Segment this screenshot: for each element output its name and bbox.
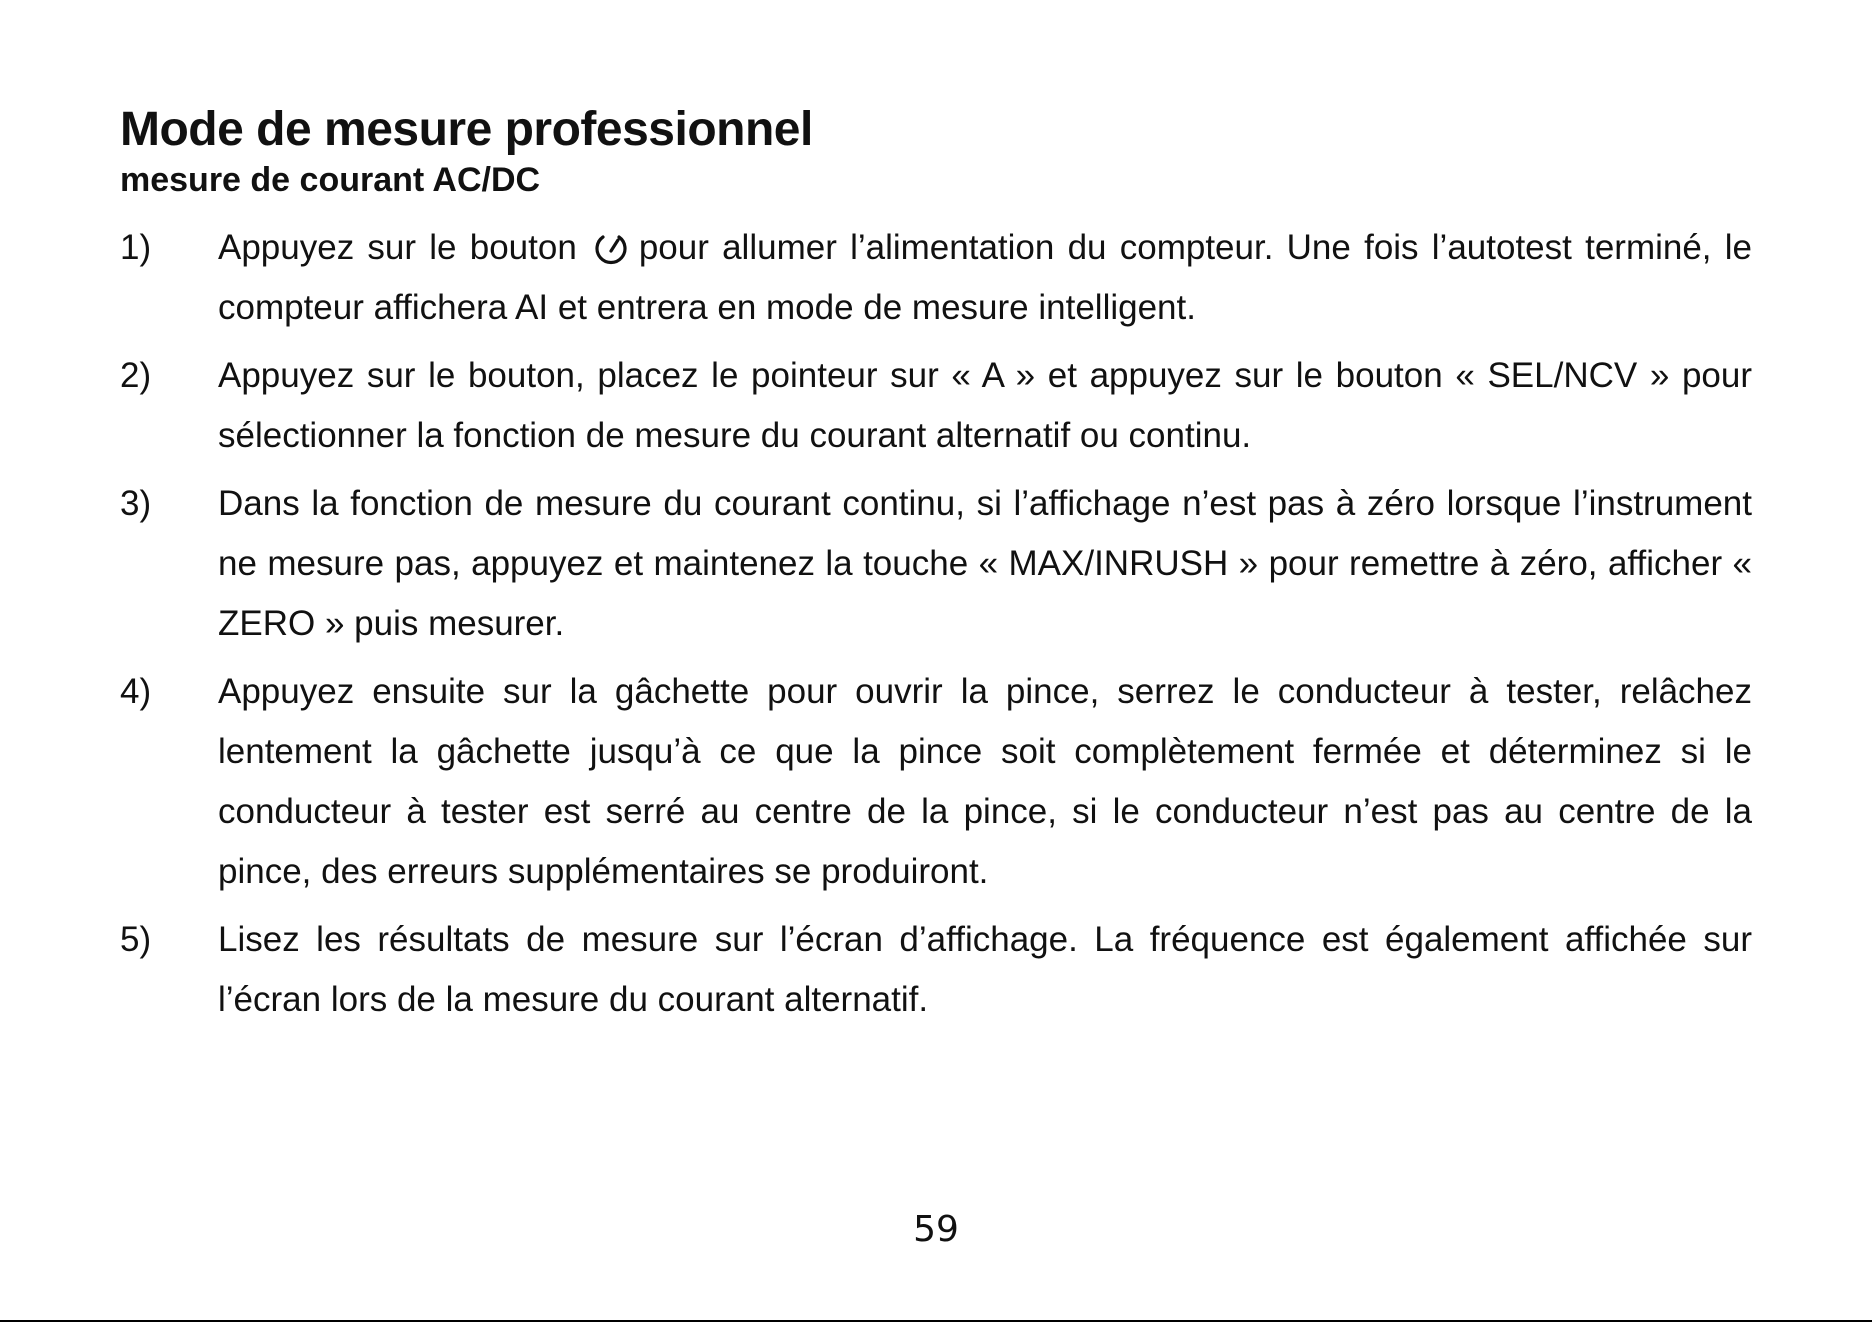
instruction-step-3 [120,474,1752,654]
instruction-step-4 [120,662,1752,902]
instruction-step-5 [120,910,1752,1030]
page-number: 59 [913,1209,959,1250]
power-button-icon [591,226,631,266]
step-number: 3) [120,484,152,523]
step-text: Lisez les résultats de mesure sur l’écran d’affichage. La fréquence est également affichée sur l’écran lors de la mesure du courant alternatif. [218,920,1752,1019]
section-subtitle: mesure de courant AC/DC [120,161,541,199]
page-title: Mode de mesure professionnel [120,103,813,156]
step-text: Appuyez sur le bouton, placez le pointeur sur « A » et appuyez sur le bouton « SEL/NCV » pour sélectionner la fonction de mesure du courant alternatif ou continu. [218,356,1752,455]
instruction-list [120,218,1752,1038]
instruction-step-2 [120,346,1752,466]
step-number: 2) [120,356,152,395]
step-text: pour allumer l’alimentation du compteur. Une fois l’autotest terminé, le compteur affichera AI et entrera en mode de mesure intelligent. [218,228,1752,327]
step-number: 1) [120,228,152,267]
step-text: Dans la fonction de mesure du courant continu, si l’affichage n’est pas à zéro lorsque l’instrument ne mesure pas, appuyez et maintenez la touche « MAX/INRUSH » pour remettre à zéro, afficher « ZERO » puis mesurer. [218,484,1752,643]
instruction-step-1 [120,218,1752,338]
step-number: 5) [120,920,152,959]
step-text: Appuyez ensuite sur la gâchette pour ouvrir la pince, serrez le conducteur à tester, relâchez lentement la gâchette jusqu’à ce que la pince soit complètement fermée et déterminez si le conducteur à tester est serré au centre de la pince, si le conducteur n’est pas au centre de la pince, des erreurs supplémentaires se produiront. [218,672,1752,891]
step-number: 4) [120,672,152,711]
step-text: Appuyez sur le bouton [218,228,577,267]
bottom-divider [0,1320,1872,1322]
